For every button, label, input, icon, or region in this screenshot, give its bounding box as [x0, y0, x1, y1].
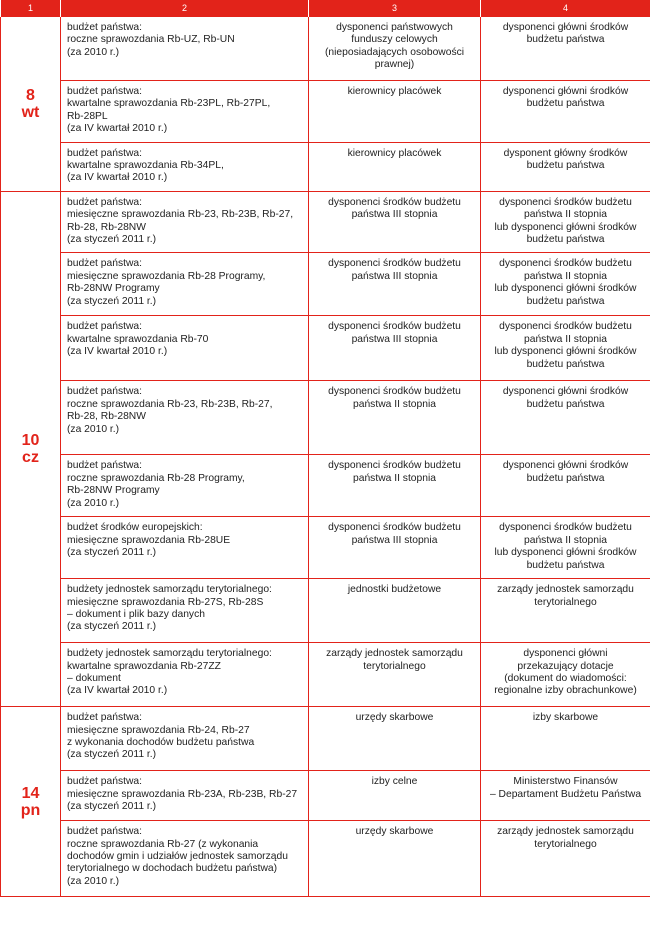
cell-line: – Departament Budżetu Państwa: [489, 788, 642, 800]
day-number: 10: [21, 431, 40, 449]
cell-line: terytorialnego w dochodach budżetu państwa): [67, 863, 278, 875]
report-description-cell: [61, 579, 309, 643]
cell-line: budżetu państwa: [526, 295, 605, 307]
recipient-cell: [481, 579, 650, 643]
recipient-cell: [481, 707, 650, 771]
cell-line: (za IV kwartał 2010 r.): [67, 172, 168, 184]
report-description-cell: [61, 455, 309, 517]
cell-line: izby celne: [371, 776, 418, 788]
recipient-cell: [481, 17, 650, 81]
cell-line: lub dysponenci główni środków: [494, 221, 637, 233]
cell-line: dysponenci główni środków: [502, 460, 629, 472]
recipient-cell: [481, 81, 650, 143]
day-cell: [1, 191, 61, 706]
recipient-cell: [481, 455, 650, 517]
cell-line: państwa III stopnia: [351, 534, 438, 546]
submitter-cell: [309, 821, 481, 897]
recipient-cell: [481, 517, 650, 579]
cell-line: zarządy jednostek samorządu: [497, 584, 634, 596]
submitter-cell: [309, 643, 481, 707]
cell-line: budżetu państwa: [526, 398, 605, 410]
cell-line: budżet państwa:: [67, 86, 142, 97]
cell-line: dysponenci główni środków: [502, 86, 629, 97]
cell-line: dysponenci środków budżetu: [328, 321, 461, 333]
cell-line: kwartalne sprawozdania Rb-70: [67, 333, 209, 345]
cell-line: miesięczne sprawozdania Rb-27S, Rb-28S: [67, 596, 264, 608]
cell-line: budżety jednostek samorządu terytorialnego:: [67, 584, 272, 596]
cell-line: lub dysponenci główni środków: [494, 283, 637, 295]
column-header-1: 1: [1, 0, 61, 17]
cell-line: (za styczeń 2011 r.): [67, 295, 157, 307]
cell-line: (za IV kwartał 2010 r.): [67, 346, 168, 358]
table-row: [1, 643, 650, 707]
cell-line: dochodów gmin i udziałów jednostek samorządu: [67, 850, 288, 862]
table-row: [1, 455, 650, 517]
report-description-cell: [61, 821, 309, 897]
cell-line: urzędy skarbowe: [355, 826, 434, 838]
report-description-cell: [61, 142, 309, 191]
column-header-2: 2: [61, 0, 309, 17]
submitter-cell: [309, 771, 481, 821]
cell-line: terytorialnego: [363, 660, 426, 672]
recipient-cell: [481, 643, 650, 707]
cell-line: Rb-28PL: [67, 110, 108, 122]
report-description-cell: [61, 643, 309, 707]
cell-line: (za 2010 r.): [67, 46, 120, 58]
column-header-3: 3: [309, 0, 481, 17]
cell-line: budżetu państwa: [526, 559, 605, 571]
recipient-cell: [481, 253, 650, 316]
cell-line: dysponenci środków budżetu: [499, 321, 632, 333]
cell-line: kierownicy placówek: [347, 147, 442, 159]
day-number: 14: [21, 784, 40, 802]
cell-line: budżety jednostek samorządu terytorialnego:: [67, 648, 272, 660]
cell-line: dysponenci środków budżetu: [328, 196, 461, 208]
cell-line: Rb-28, Rb-28NW: [67, 411, 146, 423]
cell-line: – dokument: [67, 672, 121, 684]
cell-line: państwa III stopnia: [351, 270, 438, 282]
recipient-cell: [481, 142, 650, 191]
cell-line: Rb-28, Rb-28NW: [67, 221, 146, 233]
cell-line: budżet państwa:: [67, 258, 142, 270]
cell-line: dysponenci środków budżetu: [499, 258, 632, 270]
cell-line: lub dysponenci główni środków: [494, 547, 637, 559]
cell-line: budżet środków europejskich:: [67, 522, 203, 534]
cell-line: państwa II stopnia: [524, 270, 607, 282]
day-abbreviation: wt: [21, 103, 40, 121]
cell-line: budżet państwa:: [67, 321, 142, 333]
day-abbreviation: cz: [22, 448, 39, 466]
cell-line: kwartalne sprawozdania Rb-27ZZ: [67, 660, 221, 672]
cell-line: roczne sprawozdania Rb-23, Rb-23B, Rb-27,: [67, 398, 273, 410]
cell-line: terytorialnego: [534, 838, 597, 850]
cell-line: budżet państwa:: [67, 22, 142, 33]
cell-line: budżetu państwa: [526, 98, 605, 110]
cell-line: kierownicy placówek: [347, 86, 442, 97]
cell-line: (za IV kwartał 2010 r.): [67, 123, 168, 135]
cell-line: państwa II stopnia: [524, 209, 607, 221]
report-description-cell: [61, 17, 309, 81]
cell-line: miesięczne sprawozdania Rb-24, Rb-27: [67, 724, 250, 736]
cell-line: jednostki budżetowe: [347, 584, 442, 596]
cell-line: lub dysponenci główni środków: [494, 346, 637, 358]
cell-line: funduszy celowych: [351, 34, 438, 46]
cell-line: (za styczeń 2011 r.): [67, 547, 157, 559]
cell-line: dysponenci środków budżetu: [328, 460, 461, 472]
cell-line: państwa II stopnia: [353, 398, 436, 410]
submitter-cell: [309, 253, 481, 316]
submitter-cell: [309, 517, 481, 579]
cell-line: (za IV kwartał 2010 r.): [67, 685, 168, 697]
cell-line: przekazujący dotacje: [517, 660, 614, 672]
cell-line: zarządy jednostek samorządu: [497, 826, 634, 838]
report-description-cell: [61, 81, 309, 143]
report-description-cell: [61, 707, 309, 771]
day-cell: [1, 707, 61, 897]
table-row: [1, 381, 650, 455]
cell-line: (za styczeń 2011 r.): [67, 234, 157, 246]
table-row: [1, 81, 650, 143]
cell-line: Ministerstwo Finansów: [513, 776, 618, 788]
cell-line: budżet państwa:: [67, 196, 142, 208]
cell-line: budżet państwa:: [67, 460, 142, 472]
cell-line: roczne sprawozdania Rb-27 (z wykonania: [67, 838, 259, 850]
cell-line: dysponent główny środków: [503, 147, 628, 159]
day-number: 8: [26, 86, 35, 104]
cell-line: budżetu państwa: [526, 234, 605, 246]
recipient-cell: [481, 316, 650, 381]
cell-line: państwa II stopnia: [524, 333, 607, 345]
cell-line: (za 2010 r.): [67, 423, 120, 435]
cell-line: budżetu państwa: [526, 472, 605, 484]
cell-line: miesięczne sprawozdania Rb-23, Rb-23B, Rb-27,: [67, 209, 294, 221]
report-description-cell: [61, 316, 309, 381]
recipient-cell: [481, 821, 650, 897]
header-row: [1, 0, 650, 17]
cell-line: dysponenci środków budżetu: [328, 386, 461, 398]
cell-line: z wykonania dochodów budżetu państwa: [67, 736, 255, 748]
submitter-cell: [309, 381, 481, 455]
cell-line: (za 2010 r.): [67, 497, 120, 509]
cell-line: (za 2010 r.): [67, 875, 120, 887]
submitter-cell: [309, 455, 481, 517]
recipient-cell: [481, 191, 650, 253]
submitter-cell: [309, 579, 481, 643]
cell-line: Rb-28NW Programy: [67, 485, 160, 497]
cell-line: miesięczne sprawozdania Rb-28 Programy,: [67, 270, 266, 282]
report-description-cell: [61, 771, 309, 821]
cell-line: (za styczeń 2011 r.): [67, 621, 157, 633]
cell-line: miesięczne sprawozdania Rb-28UE: [67, 534, 231, 546]
cell-line: terytorialnego: [534, 596, 597, 608]
table-row: [1, 517, 650, 579]
report-description-cell: [61, 191, 309, 253]
cell-line: regionalne izby obrachunkowe): [494, 685, 637, 697]
cell-line: dysponenci główni środków: [502, 22, 629, 33]
cell-line: dysponenci środków budżetu: [328, 258, 461, 270]
cell-line: budżetu państwa: [526, 358, 605, 370]
column-header-4: 4: [481, 0, 650, 17]
cell-line: dysponenci główni: [523, 648, 608, 660]
submitter-cell: [309, 142, 481, 191]
table-row: [1, 17, 650, 81]
cell-line: roczne sprawozdania Rb-UZ, Rb-UN: [67, 34, 235, 46]
submitter-cell: [309, 707, 481, 771]
cell-line: budżet państwa:: [67, 776, 142, 788]
cell-line: budżet państwa:: [67, 712, 142, 724]
cell-line: dysponenci główni środków: [502, 386, 629, 398]
cell-line: budżet państwa:: [67, 386, 142, 398]
cell-line: – dokument i plik bazy danych: [67, 608, 205, 620]
cell-line: dysponenci środków budżetu: [499, 522, 632, 534]
cell-line: państwa III stopnia: [351, 333, 438, 345]
submitter-cell: [309, 17, 481, 81]
cell-line: państwa III stopnia: [351, 209, 438, 221]
cell-line: miesięczne sprawozdania Rb-23A, Rb-23B, Rb-27: [67, 788, 298, 800]
cell-line: dysponenci środków budżetu: [499, 196, 632, 208]
cell-line: (nieposiadających osobowości: [324, 46, 465, 58]
cell-line: dysponenci państwowych: [336, 22, 453, 33]
table-row: [1, 579, 650, 643]
table-row: [1, 707, 650, 771]
cell-line: (za styczeń 2011 r.): [67, 800, 157, 812]
recipient-cell: [481, 381, 650, 455]
table-row: [1, 316, 650, 381]
report-description-cell: [61, 381, 309, 455]
table-row: [1, 253, 650, 316]
cell-line: dysponenci środków budżetu: [328, 522, 461, 534]
submitter-cell: [309, 81, 481, 143]
cell-line: urzędy skarbowe: [355, 712, 434, 724]
day-cell: [1, 17, 61, 192]
cell-line: (za styczeń 2011 r.): [67, 749, 157, 761]
cell-line: kwartalne sprawozdania Rb-23PL, Rb-27PL,: [67, 98, 271, 110]
cell-line: budżetu państwa: [526, 160, 605, 172]
cell-line: państwa II stopnia: [353, 472, 436, 484]
cell-line: budżet państwa:: [67, 147, 142, 159]
cell-line: budżet państwa:: [67, 826, 142, 838]
cell-line: prawnej): [374, 59, 415, 71]
cell-line: Rb-28NW Programy: [67, 283, 160, 295]
recipient-cell: [481, 771, 650, 821]
submitter-cell: [309, 191, 481, 253]
table-body: [1, 17, 650, 897]
cell-line: zarządy jednostek samorządu: [326, 648, 463, 660]
cell-line: kwartalne sprawozdania Rb-34PL,: [67, 160, 224, 172]
cell-line: budżetu państwa: [526, 34, 605, 46]
day-abbreviation: pn: [20, 801, 41, 819]
report-description-cell: [61, 253, 309, 316]
table-row: [1, 191, 650, 253]
cell-line: państwa II stopnia: [524, 534, 607, 546]
table-row: [1, 142, 650, 191]
report-description-cell: [61, 517, 309, 579]
cell-line: (dokument do wiadomości:: [504, 672, 627, 684]
cell-line: izby skarbowe: [532, 712, 599, 724]
cell-line: roczne sprawozdania Rb-28 Programy,: [67, 472, 245, 484]
table-row: [1, 821, 650, 897]
table-row: [1, 771, 650, 821]
submitter-cell: [309, 316, 481, 381]
